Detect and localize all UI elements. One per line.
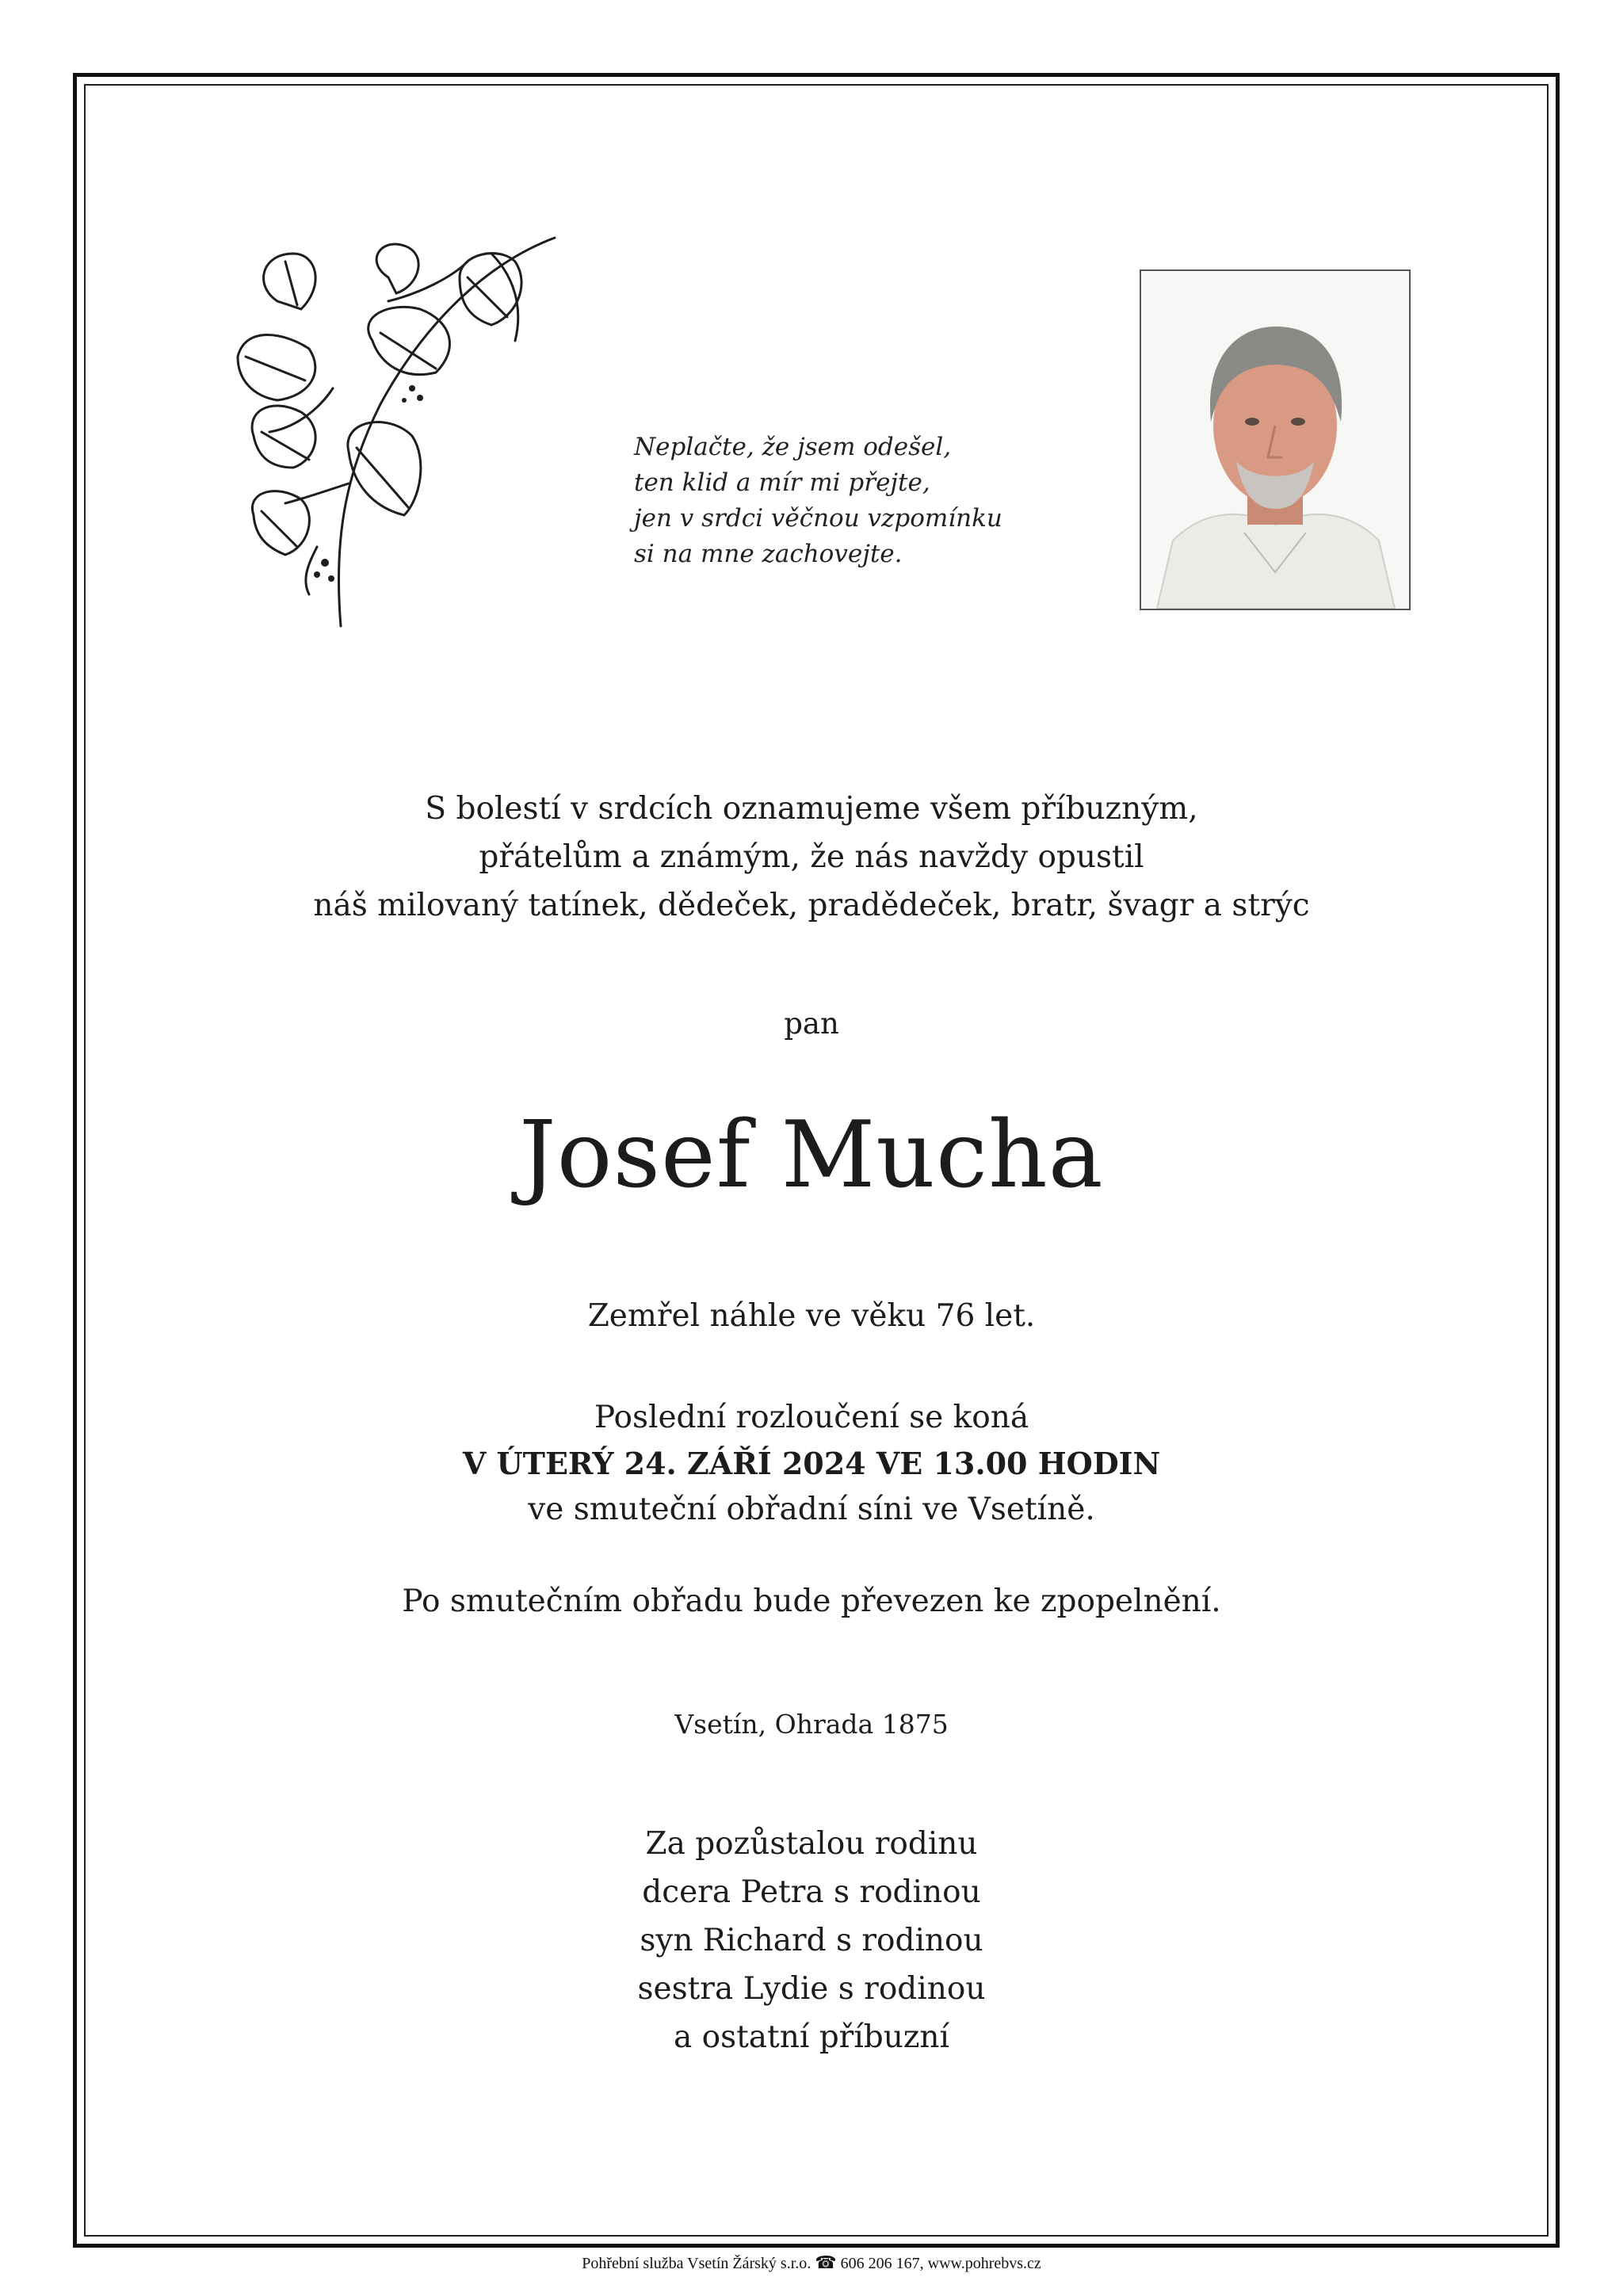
footer-phone: 606 206 167, xyxy=(840,2255,924,2272)
farewell-place: ve smuteční obřadní síni ve Vsetíně. xyxy=(528,1492,1095,1527)
poem-line: jen v srdci věčnou vzpomínku xyxy=(634,504,1002,533)
announcement-line: přátelům a známým, že nás navždy opustil xyxy=(479,839,1144,875)
footer xyxy=(0,2252,1623,2273)
footer-website: www.pohrebvs.cz xyxy=(927,2255,1041,2272)
family-line: dcera Petra s rodinou xyxy=(642,1874,981,1910)
address: Vsetín, Ohrada 1875 xyxy=(674,1709,949,1740)
footer-company: Pohřební služba Vsetín Žárský s.r.o. xyxy=(582,2255,812,2272)
family-line: a ostatní příbuzní xyxy=(673,2019,950,2055)
portrait-photo xyxy=(1140,269,1411,610)
family-line: Za pozůstalou rodinu xyxy=(645,1826,978,1862)
salutation: pan xyxy=(784,1007,839,1041)
poem xyxy=(634,430,1078,572)
poem-line: Neplačte, že jsem odešel, xyxy=(634,433,952,461)
farewell-date-time: V ÚTERÝ 24. ZÁŘÍ 2024 VE 13.00 HODIN xyxy=(462,1446,1161,1481)
farewell-intro: Poslední rozloučení se koná xyxy=(594,1400,1029,1435)
family-line: sestra Lydie s rodinou xyxy=(637,1971,986,2007)
leaves-illustration xyxy=(230,230,563,642)
announcement-line: S bolestí v srdcích oznamujeme všem příbuzným, xyxy=(425,791,1198,827)
farewell-info xyxy=(0,1395,1623,1533)
family-line: syn Richard s rodinou xyxy=(640,1923,983,1958)
cremation-note: Po smutečním obřadu bude převezen ke zpopelnění. xyxy=(402,1584,1221,1619)
poem-line: ten klid a mír mi přejte, xyxy=(634,468,930,497)
announcement-line: náš milovaný tatínek, dědeček, pradědeček, bratr, švagr a strýc xyxy=(313,888,1310,923)
death-note: Zemřel náhle ve věku 76 let. xyxy=(587,1298,1036,1334)
deceased-name: Josef Mucha xyxy=(519,1102,1104,1209)
poem-line: si na mne zachovejte. xyxy=(634,540,903,568)
announcement-text xyxy=(0,785,1623,930)
family-signature xyxy=(0,1820,1623,2061)
phone-icon: ☎ xyxy=(815,2252,837,2272)
